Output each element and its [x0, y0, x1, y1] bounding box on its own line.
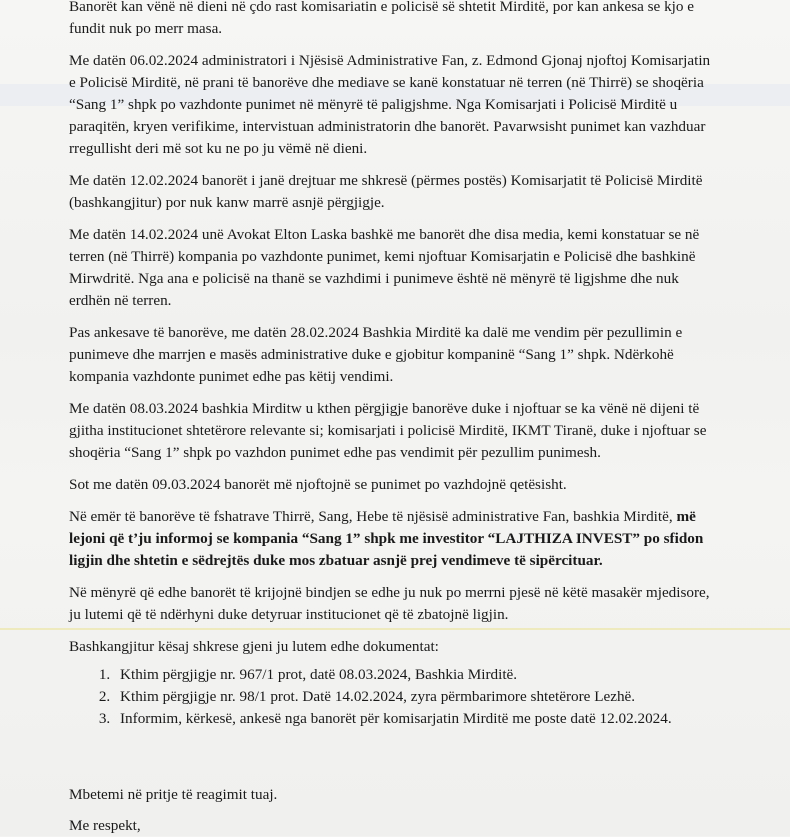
paragraph-12-02-2024: Me datën 12.02.2024 banorët i janë drejtuar me shkresë (përmes postës) Komisarjatit të Policisë Mirditë (bashkangjitur) por nuk kanw marrë asnjë përgjigje. [69, 172, 703, 211]
paragraph-06-02-2024: Me datën 06.02.2024 administratori i Njësisë Administrative Fan, z. Edmond Gjonaj njoftoj Komisarjatin e Policisë Mirditë, në prani të banorëve dhe mediave se kanë konstatuar në terren (në Thirrë) se shoqëria “Sang 1” shpk po vazhdonte punimet në mënyrë të paligjshme. Nga Komisarjati i Policisë Mirditë u paraqitën, kryen verifikime, intervistuan administratorin dhe banorët. Pavarwsisht punimet kan vazhduar rregullisht deri më sot ku ne po ju vëmë në dieni. [69, 52, 711, 157]
attachment-item: 2. Kthim përgjigje nr. 98/1 prot. Datë 14.02.2024, zyra përmbarimore shtetërore Lezhë. [114, 686, 719, 708]
letter-body [69, 0, 719, 730]
paragraph-on-behalf [69, 506, 719, 572]
paragraph-14-02-2024: Me datën 14.02.2024 unë Avokat Elton Laska bashkë me banorët dhe disa media, kemi konstatuar se në terren (në Thirrë) kompania po vazhdonte punimet, kemi njoftuar Komisarjatin e Policisë dhe bashkinë Mirwdritë. Nga ana e policisë na thanë se vazhdimi i punimeve është në mënyrë të ligjshme dhe nuk erdhën në terren. [69, 226, 700, 309]
attachment-item: 1. Kthim përgjigje nr. 967/1 prot, datë 08.03.2024, Bashkia Mirditë. [114, 664, 719, 686]
paragraph-request: Në mënyrë që edhe banorët të krijojnë bindjen se edhe ju nuk po merrni pjesë në këtë masakër mjedisore, ju lutemi që të ndërhyni duke detyruar institucionet që të zbatojnë ligjin. [69, 584, 710, 623]
paragraph-police-notice: Banorët kan vënë në dieni në çdo rast komisariatin e policisë së shtetit Mirditë, por kan ankesa se kjo e fundit nuk po merr masa. [69, 0, 695, 37]
on-behalf-text: Në emër të banorëve të fshatrave Thirrë, Sang, Hebe të njësisë administrative Fan, bashkia Mirditë, [69, 508, 677, 525]
attachments-intro: Bashkangjitur kësaj shkrese gjeni ju lutem edhe dokumentat: [69, 638, 439, 655]
paragraph-09-03-2024: Sot me datën 09.03.2024 banorët më njoftojnë se punimet po vazhdojnë qetësisht. [69, 476, 567, 493]
on-behalf-bold-text: më lejoni që t’ju informoj se kompania “Sang 1” shpk me investitor “LAJTHIZA INVEST” po sfidon ligjin dhe shtetin e sëdrejtës duke mos zbatuar asnjë prej vendimeve të sipërcituar. [69, 508, 704, 569]
paragraph-28-02-2024: Pas ankesave të banorëve, me datën 28.02.2024 Bashkia Mirditë ka dalë me vendim për pezullimin e punimeve dhe marrjen e masës administrative duke e gjobitur kompaninë “Sang 1” shpk. Ndërkohë kompania vazhdonte punimet edhe pas këtij vendimi. [69, 324, 683, 385]
attachment-item: 3. Informim, kërkesë, ankesë nga banorët për komisarjatin Mirditë me poste datë 12.02.2024. [114, 708, 719, 730]
attachments-list [69, 664, 719, 730]
closing-respect: Me respekt, [69, 817, 141, 834]
closing-waiting: Mbetemi në pritje të reagimit tuaj. [69, 786, 278, 803]
paragraph-08-03-2024: Me datën 08.03.2024 bashkia Mirditw u kthen përgjigje banorëve duke i njoftuar se ka vënë në dijeni të gjitha institucionet shtetërore relevante si; komisarjati i policisë Mirditë, IKMT Tiranë, duke i njoftuar se shoqëria “Sang 1” shpk po vazhdon punimet edhe pas vendimit për pezullim punimesh. [69, 400, 707, 461]
